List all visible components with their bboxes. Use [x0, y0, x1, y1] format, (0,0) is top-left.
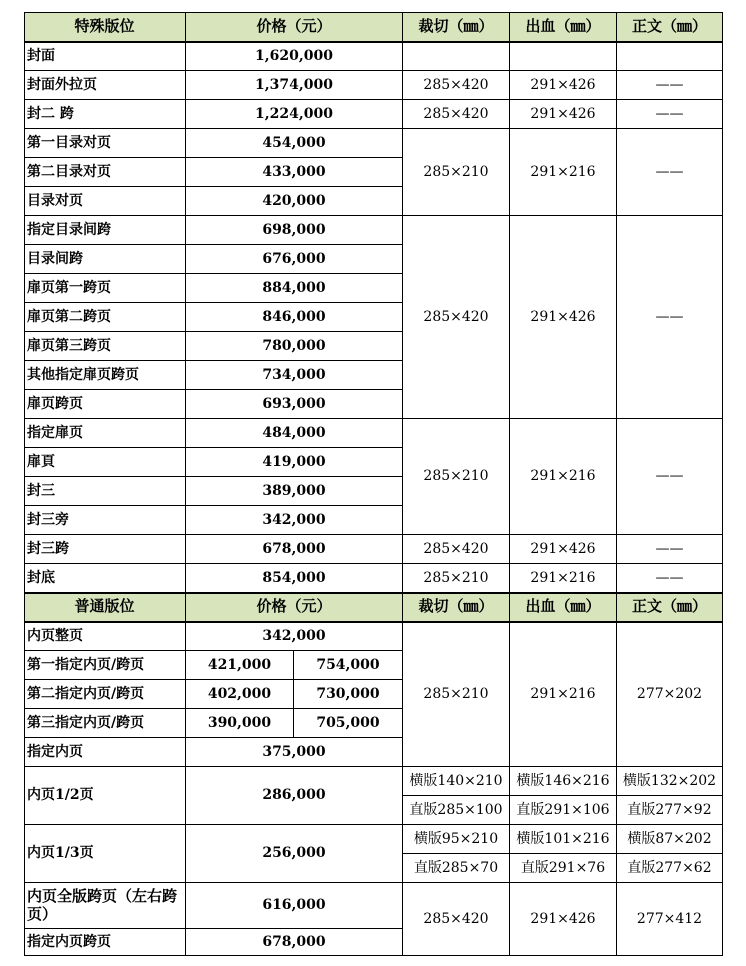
spec-text	[617, 42, 723, 71]
spec-bleed: 291×216	[510, 622, 617, 767]
table-row-price: 1,620,000	[186, 42, 403, 71]
table-row-price: 780,000	[186, 332, 403, 361]
table-row-name: 封三跨	[24, 535, 186, 564]
table-row-price-single: 390,000	[186, 709, 294, 738]
normal-header-price: 价格（元）	[186, 593, 403, 622]
table-row-price: 1,224,000	[186, 100, 403, 129]
table-row-name: 扉页跨页	[24, 390, 186, 419]
table-row-name: 其他指定扉页跨页	[24, 361, 186, 390]
spec-bleed: 291×426	[510, 216, 617, 419]
table-row-name: 第二目录对页	[24, 158, 186, 187]
table-row-name: 扉页第三跨页	[24, 332, 186, 361]
special-header-text: 正文（㎜）	[617, 12, 723, 42]
table-row-name: 封面外拉页	[24, 71, 186, 100]
table-row-price-spread: 730,000	[294, 680, 403, 709]
spec-trim: 285×420	[403, 883, 510, 956]
special-header-trim: 裁切（㎜）	[403, 12, 510, 42]
table-row-price: 846,000	[186, 303, 403, 332]
table-row-name: 内页整页	[24, 622, 186, 651]
spec-trim	[403, 42, 510, 71]
table-row-price: 433,000	[186, 158, 403, 187]
spec-trim: 285×210	[403, 622, 510, 767]
table-row-name: 扉页第二跨页	[24, 303, 186, 332]
table-row-price: 854,000	[186, 564, 403, 593]
table-row-price: 484,000	[186, 419, 403, 448]
table-row-name: 内页1/3页	[24, 825, 186, 883]
table-row-price: 616,000	[186, 883, 403, 929]
table-row-name: 目录对页	[24, 187, 186, 216]
table-row-price: 342,000	[186, 506, 403, 535]
table-row-price: 389,000	[186, 477, 403, 506]
table-row-name: 第一目录对页	[24, 129, 186, 158]
spec-bleed: 291×426	[510, 100, 617, 129]
spec-text: 直版277×62	[617, 854, 723, 883]
special-header-price: 价格（元）	[186, 12, 403, 42]
table-row-price: 678,000	[186, 929, 403, 956]
table-row-name: 封面	[24, 42, 186, 71]
rate-card-table	[24, 12, 723, 956]
table-row-price: 419,000	[186, 448, 403, 477]
spec-text: 277×202	[617, 622, 723, 767]
table-row-name: 扉頁	[24, 448, 186, 477]
spec-text: 277×412	[617, 883, 723, 956]
table-row-name: 第一指定内页/跨页	[24, 651, 186, 680]
spec-trim: 直版285×100	[403, 796, 510, 825]
table-row-price: 375,000	[186, 738, 403, 767]
spec-bleed: 291×426	[510, 535, 617, 564]
spec-text: ——	[617, 216, 723, 419]
table-row-price: 286,000	[186, 767, 403, 825]
table-row-name: 指定内页跨页	[24, 929, 186, 956]
spec-trim: 285×420	[403, 535, 510, 564]
spec-trim: 横版140×210	[403, 767, 510, 796]
spec-bleed: 291×216	[510, 564, 617, 593]
table-row-price: 342,000	[186, 622, 403, 651]
spec-text: ——	[617, 71, 723, 100]
table-row-name: 指定内页	[24, 738, 186, 767]
spec-trim: 285×420	[403, 216, 510, 419]
table-row-price: 1,374,000	[186, 71, 403, 100]
table-row-price: 256,000	[186, 825, 403, 883]
special-header-position: 特殊版位	[24, 12, 186, 42]
table-row-name: 封底	[24, 564, 186, 593]
normal-header-bleed: 出血（㎜）	[510, 593, 617, 622]
spec-bleed: 291×426	[510, 71, 617, 100]
spec-bleed: 横版146×216	[510, 767, 617, 796]
spec-trim: 直版285×70	[403, 854, 510, 883]
spec-trim: 285×210	[403, 564, 510, 593]
spec-bleed: 直版291×106	[510, 796, 617, 825]
table-row-name: 目录间跨	[24, 245, 186, 274]
table-row-name: 封三	[24, 477, 186, 506]
spec-bleed: 横版101×216	[510, 825, 617, 854]
table-row-name: 内页全版跨页（左右跨页）	[24, 883, 186, 929]
table-row-price: 420,000	[186, 187, 403, 216]
table-row-price: 884,000	[186, 274, 403, 303]
spec-text: ——	[617, 564, 723, 593]
table-row-price: 678,000	[186, 535, 403, 564]
table-row-name: 指定扉页	[24, 419, 186, 448]
spec-text: ——	[617, 535, 723, 564]
table-row-price: 734,000	[186, 361, 403, 390]
table-row-name: 第二指定内页/跨页	[24, 680, 186, 709]
spec-bleed: 291×426	[510, 883, 617, 956]
table-row-price: 693,000	[186, 390, 403, 419]
table-row-price: 698,000	[186, 216, 403, 245]
table-row-name: 扉页第一跨页	[24, 274, 186, 303]
spec-trim: 285×420	[403, 71, 510, 100]
spec-text: ——	[617, 419, 723, 535]
spec-text: 直版277×92	[617, 796, 723, 825]
normal-header-text: 正文（㎜）	[617, 593, 723, 622]
spec-text: 横版132×202	[617, 767, 723, 796]
table-row-price: 676,000	[186, 245, 403, 274]
spec-bleed: 291×216	[510, 129, 617, 216]
spec-trim: 285×210	[403, 129, 510, 216]
table-row-name: 内页1/2页	[24, 767, 186, 825]
normal-header-position: 普通版位	[24, 593, 186, 622]
normal-header-trim: 裁切（㎜）	[403, 593, 510, 622]
spec-bleed: 直版291×76	[510, 854, 617, 883]
spec-text: 横版87×202	[617, 825, 723, 854]
spec-bleed: 291×216	[510, 419, 617, 535]
spec-text: ——	[617, 100, 723, 129]
table-row-price-single: 402,000	[186, 680, 294, 709]
table-row-name: 指定目录间跨	[24, 216, 186, 245]
table-row-price-spread: 705,000	[294, 709, 403, 738]
table-row-name: 第三指定内页/跨页	[24, 709, 186, 738]
table-row-name: 封二 跨	[24, 100, 186, 129]
table-row-price-spread: 754,000	[294, 651, 403, 680]
table-row-name: 封三旁	[24, 506, 186, 535]
table-row-price: 454,000	[186, 129, 403, 158]
spec-trim: 285×210	[403, 419, 510, 535]
spec-trim: 285×420	[403, 100, 510, 129]
special-header-bleed: 出血（㎜）	[510, 12, 617, 42]
spec-text: ——	[617, 129, 723, 216]
table-row-price-single: 421,000	[186, 651, 294, 680]
spec-bleed	[510, 42, 617, 71]
spec-trim: 横版95×210	[403, 825, 510, 854]
